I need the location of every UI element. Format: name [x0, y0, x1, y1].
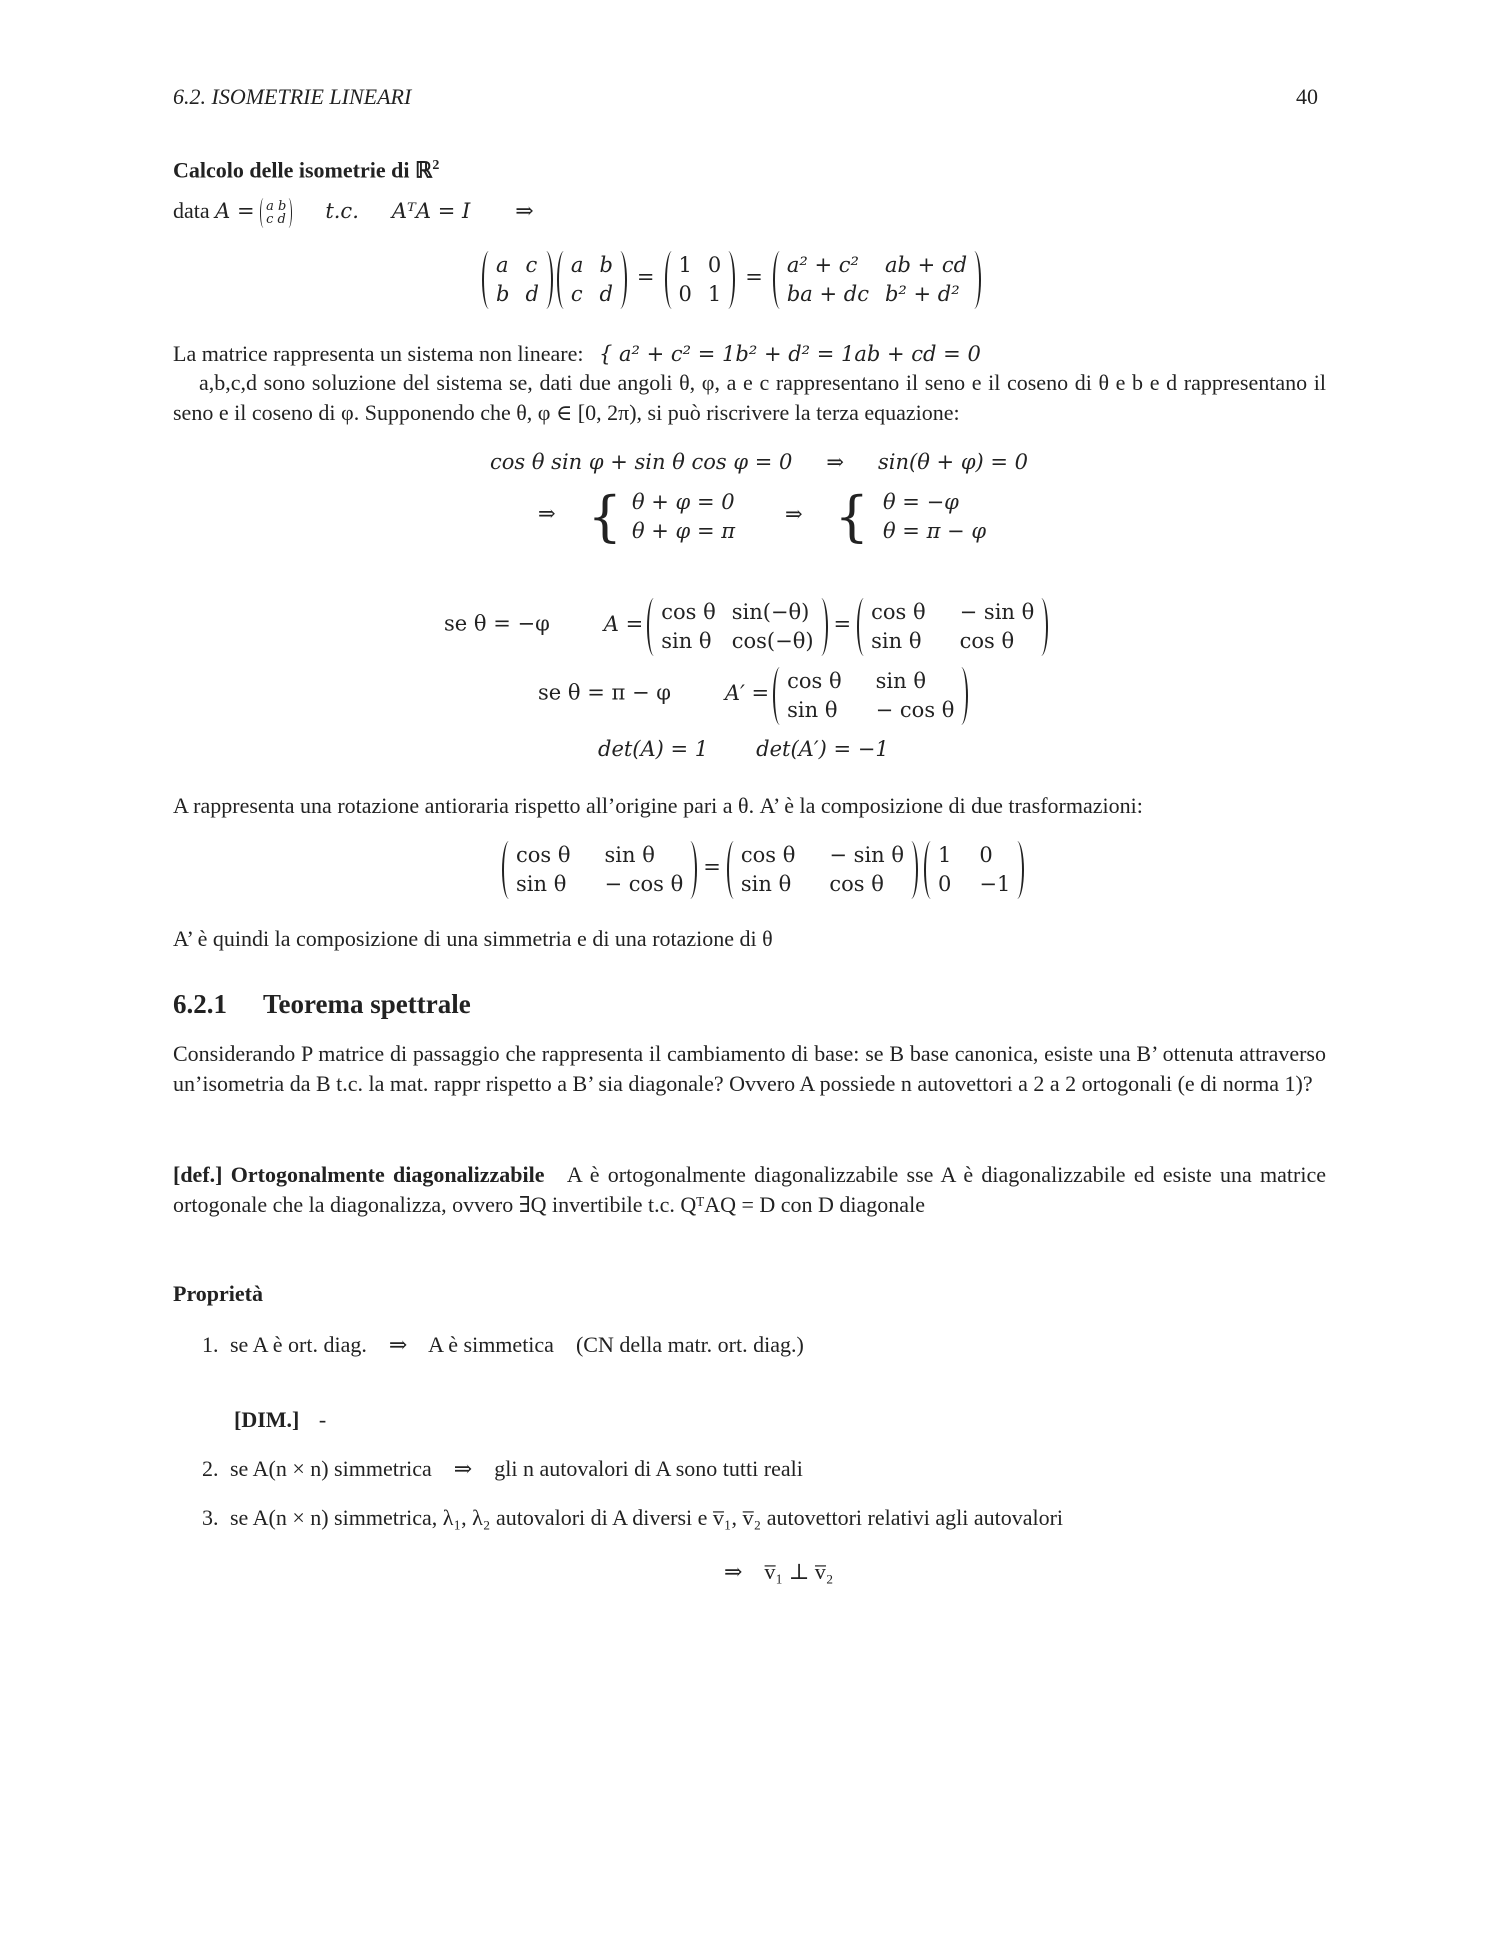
matrix-decomp-rotation: cos θ − sin θ sin θ cos θ: [733, 841, 912, 899]
case-rotation: se θ = −φ A = cos θ sin(−θ) sin θ cos(−θ) = cos θ − sin θ sin θ cos θ: [444, 598, 1042, 656]
matrix-case2: cos θ sin θ sin θ − cos θ: [779, 667, 962, 725]
product-equation: a c b d a b c d = 1 0 0 1 = a² + c² ab + cd ba + dc b² + d²: [488, 251, 975, 309]
system-line: La matrice rappresenta un sistema non lineare: { a² + c² = 1b² + d² = 1ab + cd = 0: [173, 341, 981, 366]
calc-title: Calcolo delle isometrie di ℝ$^2$: [173, 157, 440, 183]
identity-matrix: 1 0 0 1: [671, 251, 730, 309]
matrix-result: a² + c² ab + cd ba + dc b² + d²: [779, 251, 975, 309]
definition-text: A è ortogonalmente diagonalizzabile sse A è diagonalizzabile ed esiste una matrice ortogonale che la diagonalizza, ovvero ∃Q invertibile t.c. QᵀAQ = D con D diagonale: [173, 1162, 1326, 1217]
definition-block: [173, 1160, 1326, 1220]
paragraph-angles: a,b,c,d sono soluzione del sistema se, dati due angoli θ, φ, a e c rappresentano il seno e il coseno di θ e b e d rappresentano il seno e il coseno di φ. Supponendo che θ, φ ∈ [0, 2π), si può riscrivere la terza equazione:: [173, 370, 1326, 425]
paragraph-composition: A’ è quindi la composizione di una simmetria e di una rotazione di θ: [173, 926, 773, 951]
proof-label: [DIM.]: [234, 1407, 300, 1432]
equation-sum-angles: cos θ sin φ + sin θ cos φ = 0 ⇒ sin(θ + φ) = 0: [490, 450, 1029, 474]
matrix-decomp-left: cos θ sin θ sin θ − cos θ: [508, 841, 691, 899]
decomposition-equation: cos θ sin θ sin θ − cos θ = cos θ − sin θ sin θ cos θ 1 0 0 −1: [508, 841, 1018, 899]
subsection-heading: 6.2.1 Teorema spettrale: [173, 989, 471, 1019]
equation-systems: ⇒ { θ + φ = 0 θ + φ = π ⇒ { θ = −φ θ = π − φ: [538, 485, 987, 548]
matrix-m2: a b c d: [563, 251, 621, 309]
page-number: 40: [1296, 84, 1318, 109]
matrix-decomp-symmetry: 1 0 0 −1: [930, 841, 1018, 899]
property-item-2: 2. se A(n × n) simmetrica ⇒ gli n autovalori di A sono tutti reali: [202, 1456, 803, 1481]
orthogonality-conclusion: ⇒ v̅₁ ⊥ v̅₂: [724, 1559, 834, 1584]
case-reflection: se θ = π − φ A′ = cos θ sin θ sin θ − cos θ: [538, 667, 962, 725]
matrix-case1-a: cos θ sin(−θ) sin θ cos(−θ): [653, 598, 821, 656]
property-item-3: 3. se A(n × n) simmetrica, λ₁, λ₂ autovalori di A diversi e v̅₁, v̅₂ autovettori relativi agli autovalori: [202, 1505, 1064, 1530]
definition-label: [def.] Ortogonalmente diagonalizzabile: [173, 1162, 545, 1187]
property-item-1: 1. se A è ort. diag. ⇒ A è simmetica (CN della matr. ort. diag.): [202, 1332, 804, 1357]
data-line: data A = a b c d t.c. AᵀA = I ⇒: [173, 198, 534, 227]
determinants: det(A) = 1 det(A′) = −1: [598, 737, 889, 761]
properties-title: Proprietà: [173, 1281, 264, 1306]
running-header: 6.2. ISOMETRIE LINEARI: [173, 84, 412, 109]
paragraph-spectral: Considerando P matrice di passaggio che rappresenta il cambiamento di base: se B base canonica, esiste una B’ ottenuta attraverso un’isometria da B t.c. la mat. rappr rispetto a B’ sia diagonale? Ovvero A possiede n autovettori a 2 a 2 ortogonali (e di norma 1)?: [173, 1041, 1326, 1096]
paragraph-rotation: A rappresenta una rotazione antioraria rispetto all’origine pari a θ. A’ è la composizione di due trasformazioni:: [173, 793, 1143, 818]
proof-block: [DIM.] -: [234, 1407, 327, 1432]
matrix-m1: a c b d: [488, 251, 547, 309]
matrix-rotation: cos θ − sin θ sin θ cos θ: [863, 598, 1042, 656]
small-matrix: a b c d: [260, 200, 292, 226]
